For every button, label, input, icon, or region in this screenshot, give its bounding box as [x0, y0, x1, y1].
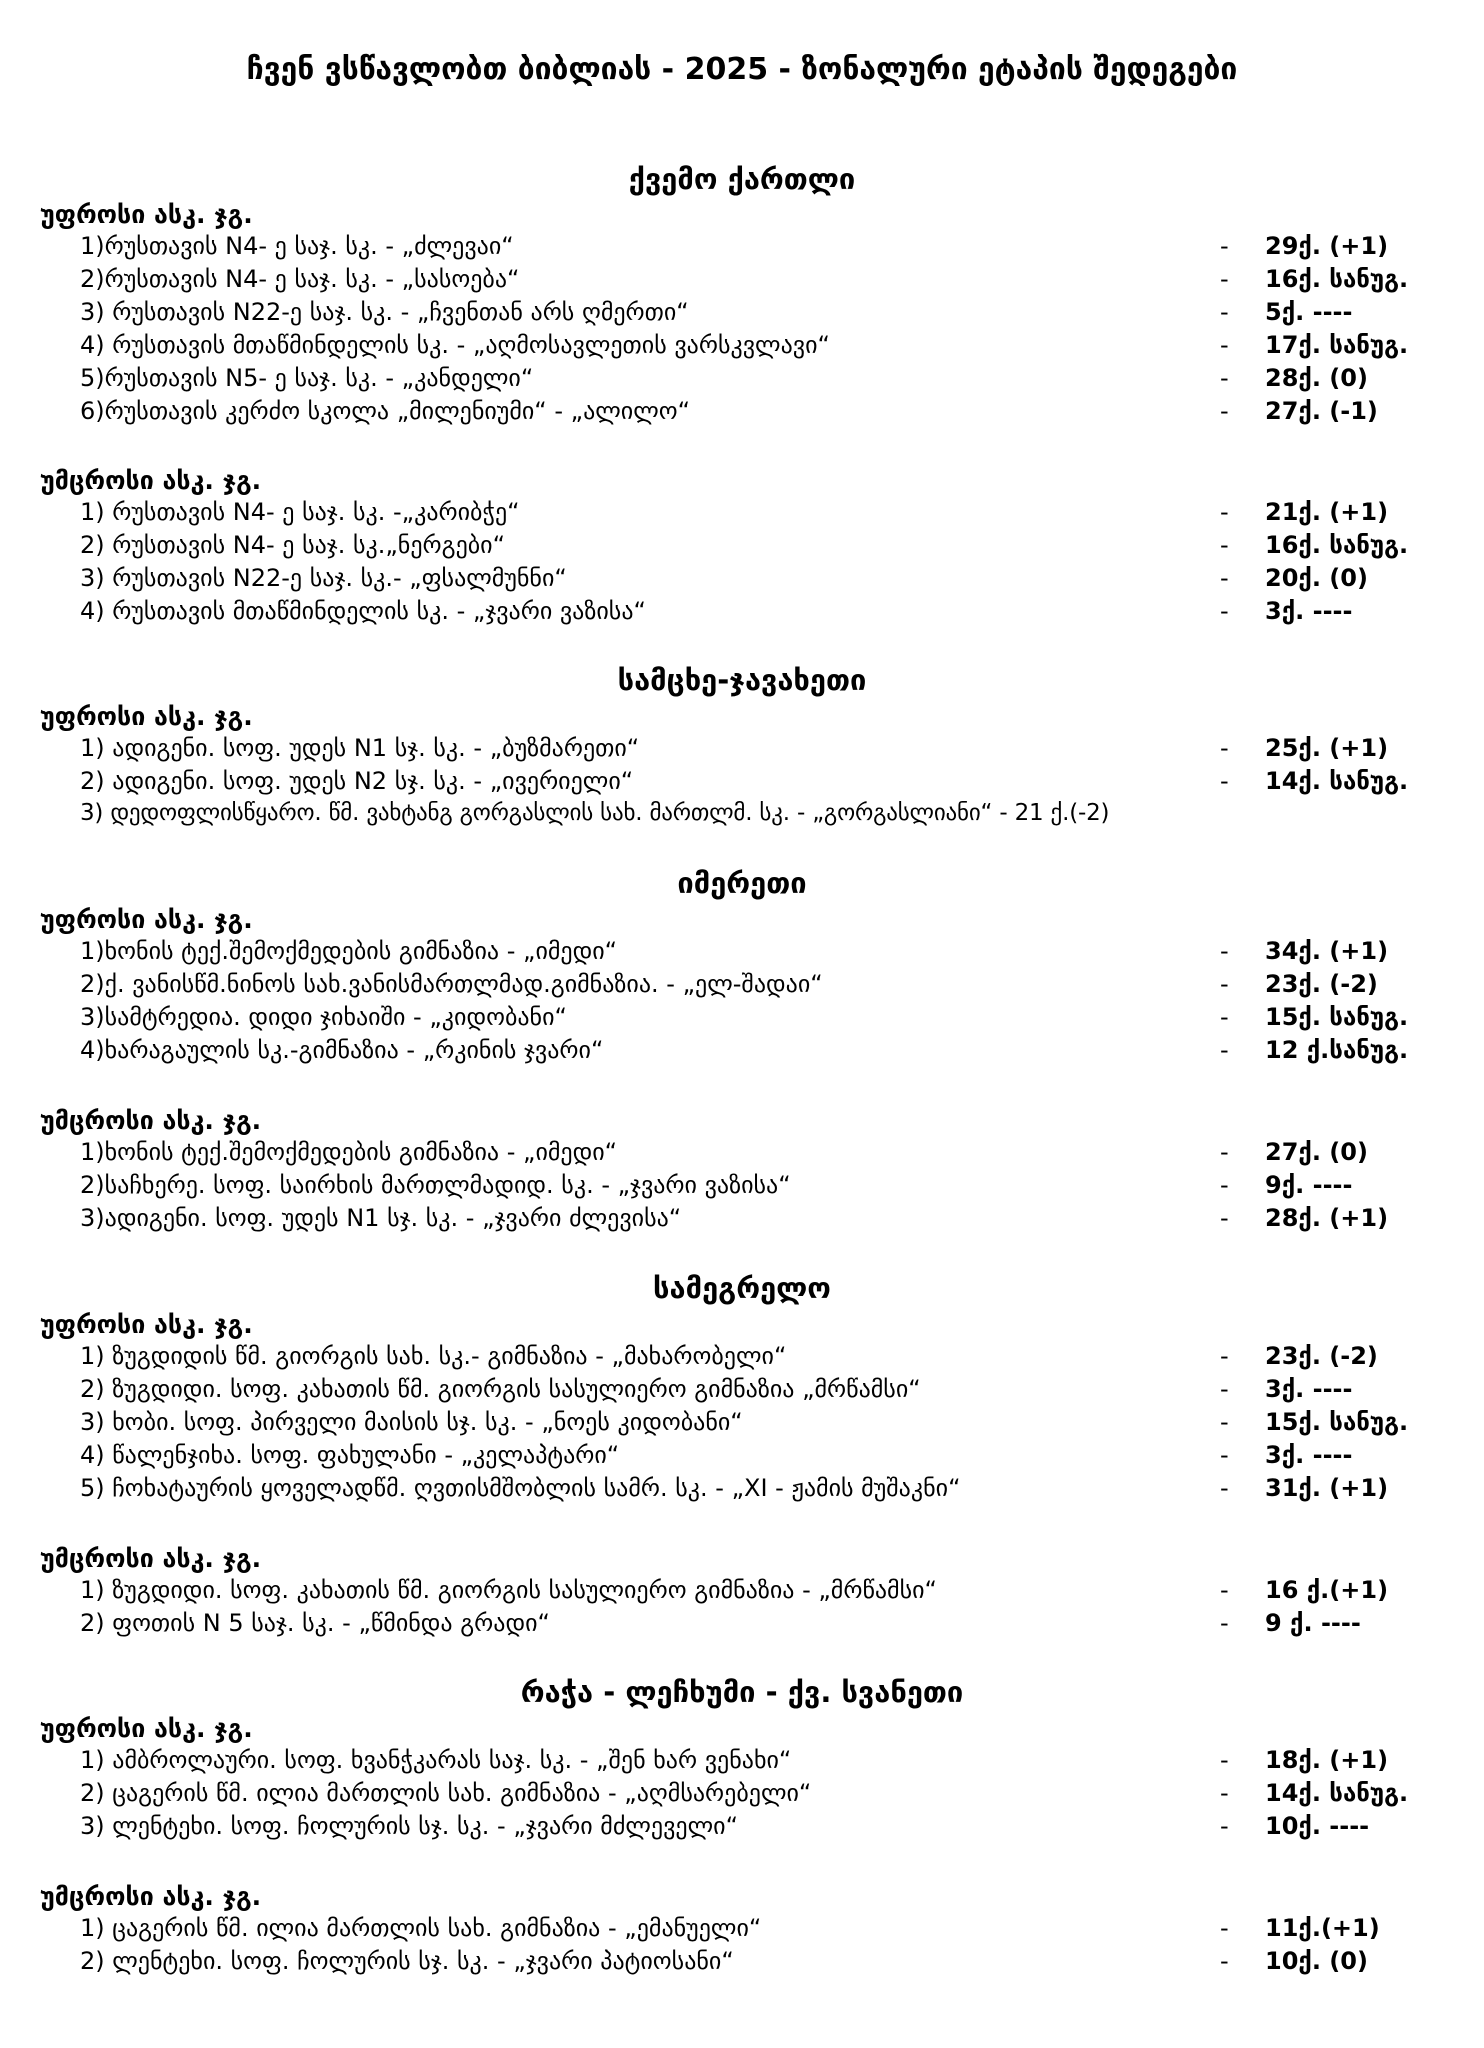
separator-dash: - — [1220, 331, 1229, 359]
team-result: 15ქ. სანუგ. — [1265, 1003, 1409, 1031]
result-row — [80, 1947, 1460, 1980]
result-row — [80, 970, 1460, 1003]
region-heading: სამეგრელო — [653, 1271, 831, 1305]
team-result: 23ქ. (-2) — [1265, 1342, 1378, 1370]
team-name: 1) ცაგერის წმ. ილია მართლის სახ. გიმნაზია - „ემანუელი“ — [80, 1914, 762, 1942]
result-row — [80, 1204, 1460, 1237]
team-result: 28ქ. (+1) — [1265, 1204, 1389, 1232]
team-result: 3ქ. ---- — [1265, 1375, 1353, 1403]
team-name: 2)ქ. ვანისწმ.ნინოს სახ.ვანისმართლმად.გიმნაზია. - „ელ-შადაი“ — [80, 970, 823, 998]
separator-dash: - — [1220, 1375, 1229, 1403]
team-name: 2) რუსთავის N4- ე საჯ. სკ.„ნერგები“ — [80, 531, 506, 559]
team-name: 1) რუსთავის N4- ე საჯ. სკ. -„კარიბჭე“ — [80, 498, 520, 526]
result-row — [80, 498, 1460, 531]
result-row — [80, 597, 1460, 630]
team-result: 16ქ. სანუგ. — [1265, 265, 1409, 293]
group-label: უფროსი ასკ. ჯგ. — [40, 905, 253, 934]
result-row — [80, 800, 1460, 833]
result-row — [80, 1342, 1460, 1375]
separator-dash: - — [1220, 1408, 1229, 1436]
team-result: 34ქ. (+1) — [1265, 937, 1389, 965]
separator-dash: - — [1220, 1947, 1229, 1975]
result-row — [80, 1138, 1460, 1171]
separator-dash: - — [1220, 1204, 1229, 1232]
team-result: 11ქ.(+1) — [1265, 1914, 1380, 1942]
result-row — [80, 265, 1460, 298]
team-name: 5)რუსთავის N5- ე საჯ. სკ. - „კანდელი“ — [80, 364, 534, 392]
team-name: 1) ამბროლაური. სოფ. ხვანჭკარას საჯ. სკ. - „შენ ხარ ვენახი“ — [80, 1746, 792, 1774]
separator-dash: - — [1220, 364, 1229, 392]
result-row — [80, 1779, 1460, 1812]
team-name: 1) ადიგენი. სოფ. უდეს N1 სჯ. სკ. - „ბუზმარეთი“ — [80, 734, 640, 762]
result-row — [80, 767, 1460, 800]
result-row — [80, 531, 1460, 564]
separator-dash: - — [1220, 265, 1229, 293]
separator-dash: - — [1220, 597, 1229, 625]
team-name: 3) ლენტეხი. სოფ. ჩოლურის სჯ. სკ. - „ჯვარი მძლეველი“ — [80, 1812, 739, 1840]
team-name: 3)ადიგენი. სოფ. უდეს N1 სჯ. სკ. - „ჯვარი ძლევისა“ — [80, 1204, 682, 1232]
team-result: 18ქ. (+1) — [1265, 1746, 1389, 1774]
team-name: 3)სამტრედია. დიდი ჯიხაიში - „კიდობანი“ — [80, 1003, 567, 1031]
team-result: 27ქ. (0) — [1265, 1138, 1368, 1166]
team-name: 4) წალენჯიხა. სოფ. ფახულანი - „კელაპტარი“ — [80, 1441, 620, 1469]
result-row — [80, 331, 1460, 364]
team-result: 14ქ. სანუგ. — [1265, 1779, 1409, 1807]
team-name: 3) ხობი. სოფ. პირველი მაისის სჯ. სკ. - „ნოეს კიდობანი“ — [80, 1408, 743, 1436]
separator-dash: - — [1220, 1812, 1229, 1840]
result-row — [80, 232, 1460, 265]
team-result: 29ქ. (+1) — [1265, 232, 1389, 260]
separator-dash: - — [1220, 564, 1229, 592]
separator-dash: - — [1220, 767, 1229, 795]
team-result: 10ქ. ---- — [1265, 1812, 1370, 1840]
result-row — [80, 1003, 1460, 1036]
team-name: 1) ზუგდიდი. სოფ. კახათის წმ. გიორგის სასულიერო გიმნაზია - „მრწამსი“ — [80, 1576, 937, 1604]
team-name: 1) ზუგდიდის წმ. გიორგის სახ. სკ.- გიმნაზია - „მახარობელი“ — [80, 1342, 787, 1370]
team-result: 16 ქ.(+1) — [1265, 1576, 1389, 1604]
result-row — [80, 1914, 1460, 1947]
team-result: 27ქ. (-1) — [1265, 397, 1378, 425]
group-label: უფროსი ასკ. ჯგ. — [40, 1714, 253, 1743]
team-result: 17ქ. სანუგ. — [1265, 331, 1409, 359]
separator-dash: - — [1220, 1746, 1229, 1774]
separator-dash: - — [1220, 1171, 1229, 1199]
team-name: 2) ცაგერის წმ. ილია მართლის სახ. გიმნაზია - „აღმსარებელი“ — [80, 1779, 812, 1807]
team-name: 2) ადიგენი. სოფ. უდეს N2 სჯ. სკ. - „ივერიელი“ — [80, 767, 634, 795]
team-result: 10ქ. (0) — [1265, 1947, 1368, 1975]
document-title: ჩვენ ვსწავლობთ ბიბლიას - 2025 - ზონალური ეტაპის შედეგები — [246, 52, 1238, 87]
team-result: 14ქ. სანუგ. — [1265, 767, 1409, 795]
separator-dash: - — [1220, 232, 1229, 260]
result-row — [80, 397, 1460, 430]
team-name: 5) ჩოხატაურის ყოველადწმ. ღვთისმშობლის სამრ. სკ. - „XI - ჟამის მუშაკნი“ — [80, 1474, 961, 1502]
team-name: 2)საჩხერე. სოფ. საირხის მართლმადიდ. სკ. - „ჯვარი ვაზისა“ — [80, 1171, 791, 1199]
result-row — [80, 1171, 1460, 1204]
separator-dash: - — [1220, 1138, 1229, 1166]
team-result: 3ქ. ---- — [1265, 1441, 1353, 1469]
result-row — [80, 1474, 1460, 1507]
team-result: 31ქ. (+1) — [1265, 1474, 1389, 1502]
result-row — [80, 734, 1460, 767]
team-result: 23ქ. (-2) — [1265, 970, 1378, 998]
result-row — [80, 1408, 1460, 1441]
team-result: 21ქ. (+1) — [1265, 498, 1389, 526]
region-heading: იმერეთი — [677, 866, 807, 900]
separator-dash: - — [1220, 1609, 1229, 1637]
team-name: 6)რუსთავის კერძო სკოლა „მილენიუმი“ - „ალილო“ — [80, 397, 691, 425]
team-result: 9ქ. ---- — [1265, 1171, 1353, 1199]
separator-dash: - — [1220, 1441, 1229, 1469]
team-name: 3) რუსთავის N22-ე საჯ. სკ.- „ფსალმუნნი“ — [80, 564, 567, 592]
separator-dash: - — [1220, 734, 1229, 762]
separator-dash: - — [1220, 970, 1229, 998]
separator-dash: - — [1220, 1779, 1229, 1807]
result-row — [80, 937, 1460, 970]
team-result: 28ქ. (0) — [1265, 364, 1368, 392]
region-heading: სამცხე-ჯავახეთი — [617, 663, 867, 697]
team-name: 4)ხარაგაულის სკ.-გიმნაზია - „რკინის ჯვარი“ — [80, 1036, 604, 1064]
group-label: უფროსი ასკ. ჯგ. — [40, 200, 253, 229]
team-result: 15ქ. სანუგ. — [1265, 1408, 1409, 1436]
result-row — [80, 1746, 1460, 1779]
separator-dash: - — [1220, 1914, 1229, 1942]
separator-dash: - — [1220, 498, 1229, 526]
group-label: უმცროსი ასკ. ჯგ. — [40, 1882, 262, 1911]
group-label: უმცროსი ასკ. ჯგ. — [40, 1544, 262, 1573]
result-row — [80, 1576, 1460, 1609]
team-result: 12 ქ.სანუგ. — [1265, 1036, 1409, 1064]
team-name: 2) ზუგდიდი. სოფ. კახათის წმ. გიორგის სასულიერო გიმნაზია „მრწამსი“ — [80, 1375, 921, 1403]
separator-dash: - — [1220, 937, 1229, 965]
result-row — [80, 564, 1460, 597]
team-result: 20ქ. (0) — [1265, 564, 1368, 592]
team-name: 2) ფოთის N 5 საჯ. სკ. - „წმინდა გრადი“ — [80, 1609, 550, 1637]
team-name: 2) ლენტეხი. სოფ. ჩოლურის სჯ. სკ. - „ჯვარი პატიოსანი“ — [80, 1947, 734, 1975]
group-label: უმცროსი ასკ. ჯგ. — [40, 1106, 262, 1135]
team-name: 3) რუსთავის N22-ე საჯ. სკ. - „ჩვენთან არს ღმერთი“ — [80, 298, 689, 326]
group-label: უმცროსი ასკ. ჯგ. — [40, 466, 262, 495]
region-heading: რაჭა - ლეჩხუმი - ქვ. სვანეთი — [520, 1675, 964, 1709]
group-label: უფროსი ასკ. ჯგ. — [40, 702, 253, 731]
result-row — [80, 1441, 1460, 1474]
result-row — [80, 1036, 1460, 1069]
separator-dash: - — [1220, 1003, 1229, 1031]
team-name: 1)ხონის ტექ.შემოქმედების გიმნაზია - „იმედი“ — [80, 1138, 618, 1166]
group-label: უფროსი ასკ. ჯგ. — [40, 1310, 253, 1339]
team-name: 4) რუსთავის მთაწმინდელის სკ. - „ჯვარი ვაზისა“ — [80, 597, 646, 625]
result-row — [80, 1375, 1460, 1408]
team-result: 5ქ. ---- — [1265, 298, 1353, 326]
team-result: 9 ქ. ---- — [1265, 1609, 1361, 1637]
team-result: 3ქ. ---- — [1265, 597, 1353, 625]
separator-dash: - — [1220, 1576, 1229, 1604]
team-name: 1)რუსთავის N4- ე საჯ. სკ. - „ძლევაი“ — [80, 232, 514, 260]
team-name: 2)რუსთავის N4- ე საჯ. სკ. - „სასოება“ — [80, 265, 520, 293]
team-name-with-result: 3) დედოფლისწყარო. წმ. ვახტანგ გორგასლის სახ. მართლმ. სკ. - „გორგასლიანი“ - 21 ქ.(-2) — [80, 800, 1110, 826]
result-row — [80, 298, 1460, 331]
separator-dash: - — [1220, 397, 1229, 425]
result-row — [80, 1609, 1460, 1642]
team-name: 1)ხონის ტექ.შემოქმედების გიმნაზია - „იმედი“ — [80, 937, 618, 965]
result-row — [80, 364, 1460, 397]
separator-dash: - — [1220, 1474, 1229, 1502]
separator-dash: - — [1220, 298, 1229, 326]
team-result: 16ქ. სანუგ. — [1265, 531, 1409, 559]
result-row — [80, 1812, 1460, 1845]
separator-dash: - — [1220, 1342, 1229, 1370]
team-result: 25ქ. (+1) — [1265, 734, 1389, 762]
region-heading: ქვემო ქართლი — [628, 162, 856, 196]
separator-dash: - — [1220, 1036, 1229, 1064]
separator-dash: - — [1220, 531, 1229, 559]
team-name: 4) რუსთავის მთაწმინდელის სკ. - „აღმოსავლეთის ვარსკვლავი“ — [80, 331, 830, 359]
